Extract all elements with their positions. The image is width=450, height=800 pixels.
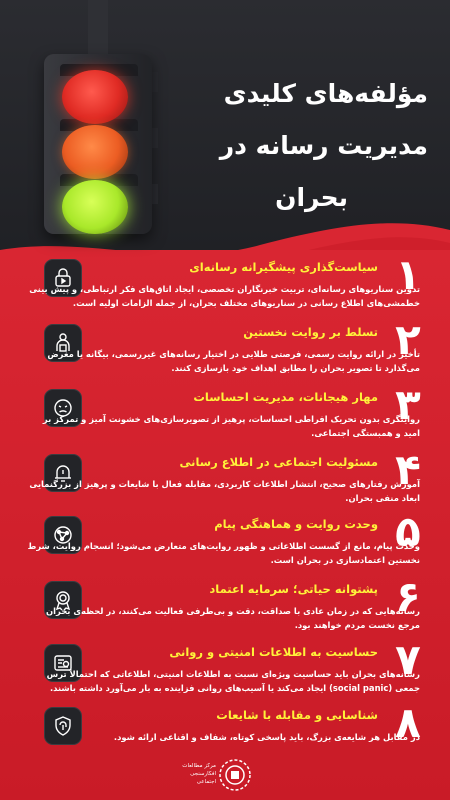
item-text: رسانه‌های بحران باید حساسیت ویژه‌ای نسبت به اطلاعات امنیتی، اطلاعاتی که احتمالاً ترس جمعی (social panic) ایجاد می‌کند یا آسیب‌های روانی فزاینده به بار می‌آورد داشته باشند. <box>46 669 420 693</box>
item-number: ۱ <box>395 250 421 299</box>
list-item <box>0 507 450 582</box>
list-item <box>0 635 450 710</box>
item-number: ۲ <box>395 315 421 364</box>
item-text: وحدت پیام، مانع از گسست اطلاعاتی و ظهور روایت‌های متعارض می‌شود؛ انسجام روایت، شرط نخستین اعتمادسازی در بحران است. <box>27 541 420 565</box>
list-item <box>0 250 450 325</box>
green-lamp <box>62 180 128 234</box>
item-heading: مهار هیجانات، مدیریت احساسات <box>193 390 378 404</box>
item-number: ۵ <box>395 507 421 556</box>
item-text: تأخیر در ارائه روایت رسمی، فرصتی طلایی در اختیار رسانه‌های غیررسمی، بیگانه یا مغرض می‌گذارد تا تصویر بحران را مطابق اهداف خود بازسازی کنند. <box>47 349 420 373</box>
item-heading: تسلط بر روایت نخستین <box>243 325 378 339</box>
page-title <box>178 68 428 224</box>
title-line-1: مؤلفه‌های کلیدی <box>223 79 428 108</box>
list-item <box>0 380 450 455</box>
item-number: ۸ <box>395 698 421 747</box>
footer-line-3: اجتماعی <box>196 779 216 785</box>
item-heading: مسئولیت اجتماعی در اطلاع رسانی <box>179 455 378 469</box>
title-line-2: مدیریت رسانه در <box>219 131 428 160</box>
item-heading: سیاست‌گذاری پیشگیرانه رسانه‌ای <box>189 260 378 274</box>
item-heading: پشتوانه حیاتی؛ سرمایه اعتماد <box>209 582 378 596</box>
item-number: ۶ <box>395 572 421 621</box>
item-text: روایتگری بدون تحریک افراطی احساسات، پرهیز از تصویرسازی‌های خشونت آمیز و تمرکز بر امید و همبستگی اجتماعی. <box>42 414 420 438</box>
list-item <box>0 572 450 647</box>
item-heading: حساسیت به اطلاعات امنیتی و روانی <box>169 645 378 659</box>
footer-caption <box>136 762 216 786</box>
item-text: در مقابل هر شایعه‌ی بزرگ، باید پاسخی کوتاه، شفاف و اقناعی ارائه شود. <box>113 732 420 742</box>
item-number: ۷ <box>395 635 421 684</box>
red-lamp <box>62 70 128 124</box>
footer-line-1: مرکز مطالعات <box>182 763 216 769</box>
orange-lamp <box>62 125 128 179</box>
item-text: آموزش رفتارهای صحیح، انتشار اطلاعات کاربردی، مقابله فعال با شایعات و پرهیز از بزرگنمایی ابعاد منفی بحران. <box>29 479 420 503</box>
item-text: رسانه‌هایی که در زمان عادی با صداقت، دقت و بی‌طرفی فعالیت می‌کنند، در لحظه‌ی بحران مرجع نخست مردم خواهند بود. <box>46 606 420 630</box>
list-item <box>0 445 450 520</box>
title-line-3: بحران <box>275 183 348 212</box>
institute-emblem-icon <box>218 758 252 792</box>
item-heading: شناسایی و مقابله با شایعات <box>216 708 378 722</box>
item-heading: وحدت روایت و هماهنگی پیام <box>214 517 378 531</box>
footer-line-2: افکارسنجی <box>190 771 216 777</box>
list-item <box>0 315 450 390</box>
item-number: ۴ <box>395 445 421 494</box>
item-number: ۳ <box>395 380 421 429</box>
item-text: تدوین سناریوهای رسانه‌ای، تربیت خبرنگاران تخصصی، ایجاد اتاق‌های فکر ارتباطی، و پیش بینی خطمشی‌های اطلاع رسانی در سناریوهای مختلف بحران، از جمله الزامات اولیه است. <box>29 284 420 308</box>
